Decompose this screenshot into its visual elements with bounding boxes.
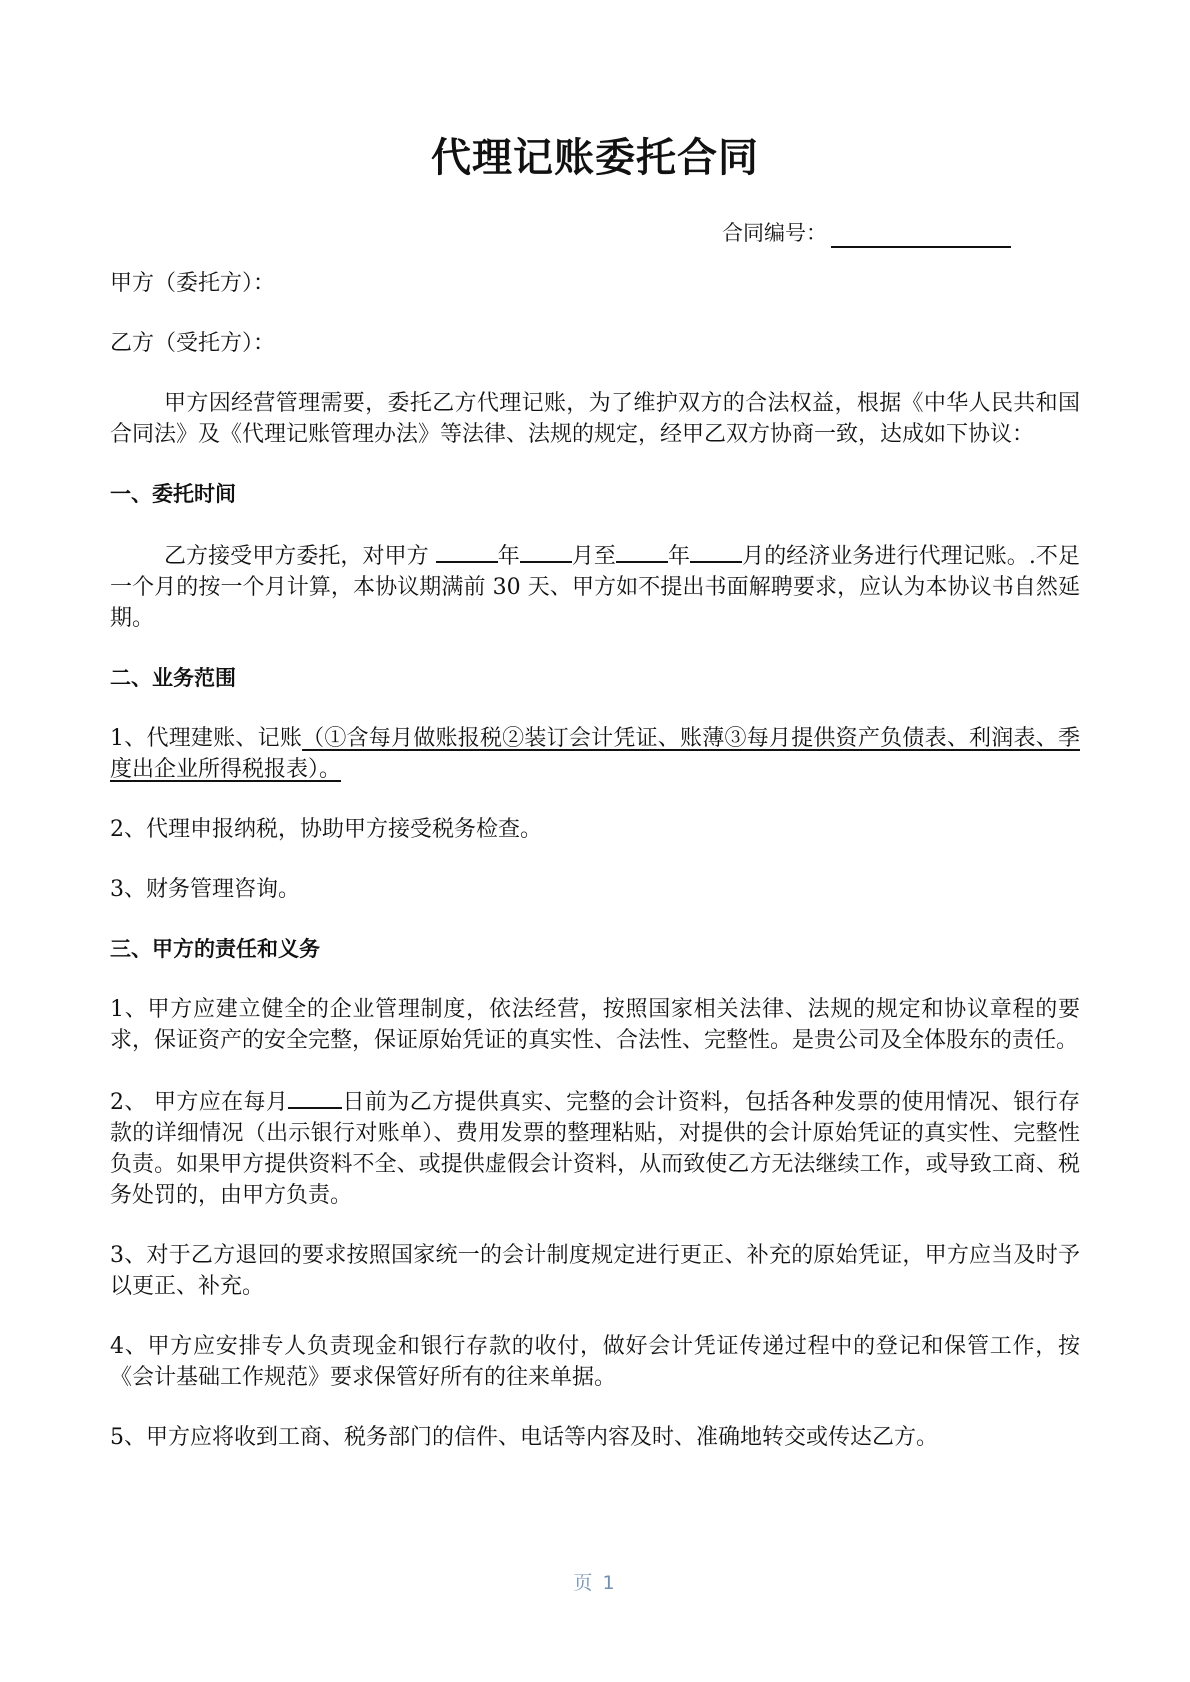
- term-text-c: 月至: [571, 544, 616, 569]
- section-heading-party-a-duties: 三、甲方的责任和义务: [110, 937, 320, 961]
- scope-item-1-details: （①含每月做账报税②装订会计凭证、账薄③每月提供资产负债表、利润表、季度出企业所得税报表）。: [110, 726, 1080, 782]
- end-month-blank: [690, 539, 742, 563]
- end-year-blank: [616, 539, 668, 563]
- start-month-blank: [520, 539, 572, 563]
- start-year-blank: [436, 539, 498, 563]
- intro-paragraph: 甲方因经营管理需要，委托乙方代理记账，为了维护双方的合法权益，根据《中华人民共和国合同法》及《代理记账管理办法》等法律、法规的规定，经甲乙双方协商一致，达成如下协议：: [110, 391, 1080, 447]
- page-number: 页 1: [573, 1572, 617, 1594]
- contract-number-label: 合同编号：: [722, 221, 827, 245]
- term-text-b: 年: [497, 544, 520, 569]
- duty-item-2-text-a: 2、 甲方应在每月: [110, 1090, 289, 1115]
- duty-item-1: 1、甲方应建立健全的企业管理制度，依法经营，按照国家相关法律、法规的规定和协议章程的要求，保证资产的安全完整，保证原始凭证的真实性、合法性、完整性。是贵公司及全体股东的责任。: [110, 997, 1080, 1053]
- term-text-a: 乙方接受甲方委托，对甲方: [164, 544, 436, 569]
- duty-item-5: 5、甲方应将收到工商、税务部门的信件、电话等内容及时、准确地转交或传达乙方。: [110, 1425, 938, 1450]
- term-paragraph: [110, 539, 1080, 634]
- term-text-e: 月的经济业务进行代理记账。.不足一个月的按一个月计算，本协议期满前 30 天、甲方如不提出书面解聘要求，应认为本协议书自然延期。: [110, 544, 1080, 631]
- scope-item-1: [110, 723, 1080, 785]
- document-title: 代理记账委托合同: [431, 135, 759, 181]
- party-b-line: 乙方（受托方）：: [110, 331, 276, 356]
- monthly-day-blank: [288, 1085, 342, 1109]
- scope-item-3: 3、财务管理咨询。: [110, 877, 300, 902]
- duty-item-3: 3、对于乙方退回的要求按照国家统一的会计制度规定进行更正、补充的原始凭证，甲方应当及时予以更正、补充。: [110, 1243, 1080, 1299]
- duty-item-4: 4、甲方应安排专人负责现金和银行存款的收付，做好会计凭证传递过程中的登记和保管工作，按《会计基础工作规范》要求保管好所有的往来单据。: [110, 1334, 1080, 1390]
- scope-item-2: 2、代理申报纳税，协助甲方接受税务检查。: [110, 817, 542, 842]
- scope-item-1-prefix: 1、代理建账、记账: [110, 726, 303, 751]
- document-body: [110, 268, 1080, 1453]
- section-heading-scope: 二、业务范围: [110, 666, 236, 690]
- duty-item-2-text-b: 日前为乙方提供真实、完整的会计资料，包括各种发票的使用情况、银行存款的详细情况（出示银行对账单）、费用发票的整理粘贴，对提供的会计原始凭证的真实性、完整性负责。如果甲方提供资料不全、或提供虚假会计资料，从而致使乙方无法继续工作，或导致工商、税务处罚的，由甲方负责。: [110, 1090, 1080, 1208]
- term-text-d: 年: [667, 544, 691, 569]
- contract-number-field: [722, 218, 1011, 248]
- contract-number-blank: [831, 224, 1011, 248]
- duty-item-2: [110, 1085, 1080, 1211]
- party-a-line: 甲方（委托方）：: [110, 271, 276, 296]
- section-heading-term: 一、委托时间: [110, 482, 236, 506]
